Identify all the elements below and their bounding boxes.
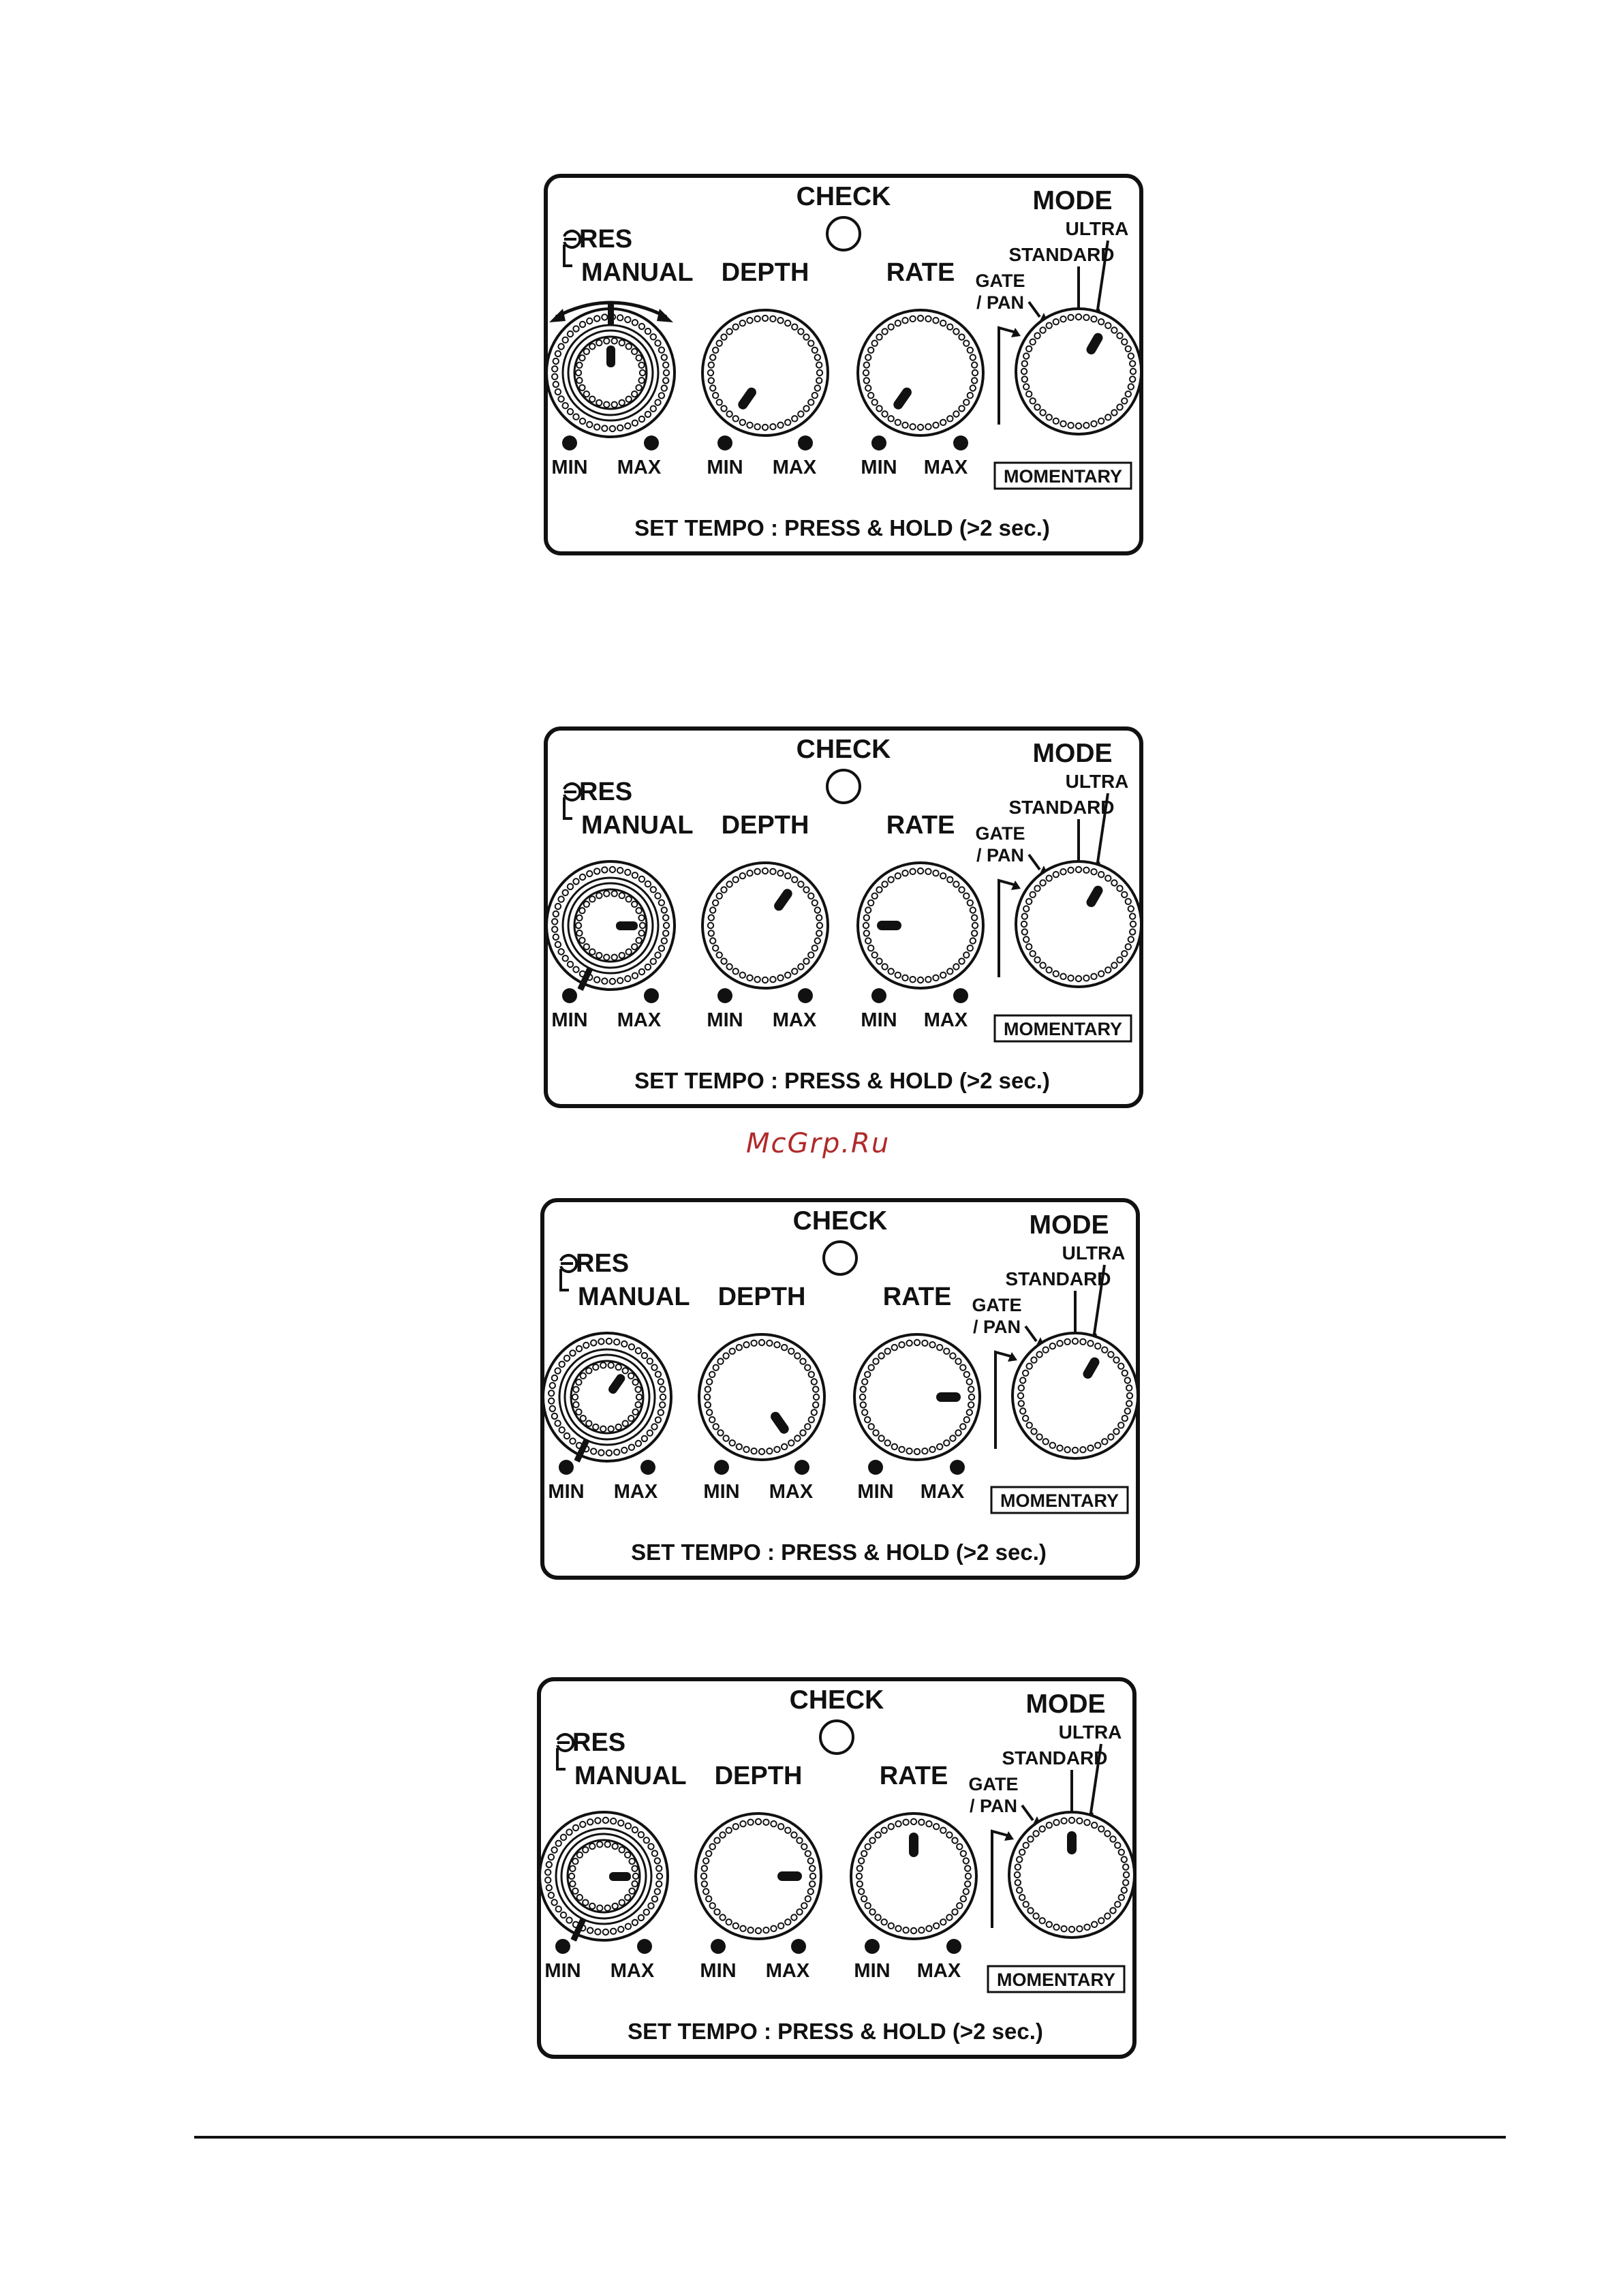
mode-pointer: [1067, 1831, 1077, 1854]
mode-ultra-label: ULTRA: [1065, 218, 1129, 239]
manual-max-dot: [644, 435, 659, 450]
rate-min-label: MIN: [854, 1960, 891, 1982]
manual-label: MANUAL: [581, 258, 694, 287]
mode-knob[interactable]: [1009, 1812, 1134, 1938]
manual-inner-pointer: [606, 346, 615, 367]
manual-min-dot: [555, 1939, 570, 1954]
manual-inner-pointer: [609, 1872, 631, 1881]
rate-label: RATE: [882, 1283, 952, 1311]
mode-gate-label: GATE: [968, 1774, 1019, 1794]
rate-max-label: MAX: [923, 1009, 968, 1031]
res-label: RES: [576, 1249, 630, 1278]
rate-min-dot: [868, 1460, 883, 1475]
pedal-panel-svg: [537, 1677, 1137, 2059]
check-label: CHECK: [796, 182, 891, 211]
rate-max-dot: [946, 1939, 961, 1954]
manual-min-label: MIN: [551, 457, 588, 478]
rate-min-dot: [871, 988, 886, 1003]
res-label: RES: [579, 778, 633, 806]
check-label: CHECK: [789, 1685, 884, 1715]
momentary-label: MOMENTARY: [997, 1970, 1115, 1990]
manual-max-dot: [644, 988, 659, 1003]
mode-label: MODE: [1025, 1689, 1106, 1719]
manual-knob[interactable]: [543, 1333, 671, 1463]
set-tempo-label: SET TEMPO : PRESS & HOLD (>2 sec.): [628, 2019, 1043, 2044]
manual-max-dot: [640, 1460, 655, 1475]
depth-knob[interactable]: [696, 1813, 821, 1939]
pedal-panel-4: [537, 1677, 1137, 2059]
manual-ring-marker: [608, 302, 614, 325]
depth-min-label: MIN: [700, 1960, 737, 1982]
rate-max-dot: [953, 435, 968, 450]
manual-inner-pointer: [616, 921, 638, 930]
manual-label: MANUAL: [581, 811, 694, 840]
pedal-panel-1: [544, 174, 1143, 555]
pedal-panel-svg: [544, 174, 1143, 555]
res-label: RES: [572, 1728, 626, 1757]
rate-max-dot: [953, 988, 968, 1003]
depth-knob[interactable]: [699, 1334, 824, 1460]
manual-max-label: MAX: [613, 1481, 658, 1503]
depth-max-dot: [791, 1939, 806, 1954]
manual-label: MANUAL: [578, 1283, 690, 1311]
rate-min-dot: [865, 1939, 880, 1954]
manual-min-dot: [562, 988, 577, 1003]
pedal-panel-2: [544, 726, 1143, 1108]
rate-max-label: MAX: [923, 457, 968, 478]
depth-min-dot: [717, 435, 732, 450]
set-tempo-label: SET TEMPO : PRESS & HOLD (>2 sec.): [634, 515, 1050, 540]
mode-pan-label: / PAN: [976, 845, 1025, 866]
rate-label: RATE: [879, 1762, 948, 1790]
mode-gate-label: GATE: [975, 271, 1025, 291]
depth-max-dot: [798, 988, 813, 1003]
depth-max-label: MAX: [765, 1960, 810, 1982]
mode-standard-label: STANDARD: [1008, 797, 1115, 818]
manual-min-label: MIN: [548, 1481, 585, 1503]
depth-max-label: MAX: [772, 1009, 817, 1031]
momentary-label: MOMENTARY: [1000, 1490, 1119, 1511]
depth-min-dot: [714, 1460, 729, 1475]
check-led: [824, 1242, 856, 1274]
depth-pointer: [777, 1871, 802, 1881]
depth-min-label: MIN: [707, 1009, 743, 1031]
manual-max-label: MAX: [617, 1009, 662, 1031]
manual-knob[interactable]: [546, 861, 675, 991]
depth-label: DEPTH: [717, 1283, 806, 1311]
rate-knob[interactable]: [854, 1334, 980, 1460]
res-label: RES: [579, 225, 633, 254]
set-tempo-label: SET TEMPO : PRESS & HOLD (>2 sec.): [634, 1068, 1050, 1093]
mode-knob[interactable]: [1016, 861, 1141, 987]
depth-min-label: MIN: [707, 457, 743, 478]
rate-min-label: MIN: [857, 1481, 894, 1503]
depth-min-label: MIN: [703, 1481, 740, 1503]
depth-max-label: MAX: [769, 1481, 814, 1503]
rate-pointer: [936, 1392, 961, 1402]
page-divider: [194, 2136, 1506, 2139]
mode-gate-label: GATE: [975, 823, 1025, 844]
depth-label: DEPTH: [714, 1762, 803, 1790]
manual-min-label: MIN: [544, 1960, 581, 1982]
mode-ultra-label: ULTRA: [1065, 771, 1129, 792]
rate-min-dot: [871, 435, 886, 450]
rate-min-label: MIN: [861, 1009, 897, 1031]
rate-max-label: MAX: [916, 1960, 961, 1982]
manual-max-label: MAX: [617, 457, 662, 478]
mode-standard-label: STANDARD: [1008, 244, 1115, 265]
manual-min-dot: [559, 1460, 574, 1475]
rate-max-dot: [950, 1460, 965, 1475]
mode-ultra-label: ULTRA: [1058, 1721, 1122, 1743]
depth-label: DEPTH: [721, 258, 809, 287]
mode-knob[interactable]: [1013, 1333, 1138, 1458]
check-label: CHECK: [796, 735, 891, 764]
check-led: [827, 217, 860, 250]
mode-gate-label: GATE: [972, 1295, 1022, 1315]
depth-max-dot: [794, 1460, 809, 1475]
mode-knob[interactable]: [1016, 309, 1141, 434]
rate-knob[interactable]: [858, 863, 983, 988]
rate-label: RATE: [886, 258, 955, 287]
mode-standard-label: STANDARD: [1005, 1268, 1111, 1289]
mode-ultra-label: ULTRA: [1062, 1242, 1126, 1264]
check-led: [827, 770, 860, 803]
depth-knob[interactable]: [702, 863, 828, 988]
pedal-panel-3: [540, 1198, 1140, 1580]
mode-pan-label: / PAN: [969, 1796, 1018, 1816]
depth-min-dot: [717, 988, 732, 1003]
manual-max-label: MAX: [610, 1960, 655, 1982]
depth-label: DEPTH: [721, 811, 809, 840]
manual-min-dot: [562, 435, 577, 450]
mode-label: MODE: [1032, 186, 1113, 215]
rate-max-label: MAX: [920, 1481, 965, 1503]
rate-label: RATE: [886, 811, 955, 840]
check-label: CHECK: [792, 1206, 888, 1236]
rate-knob[interactable]: [858, 310, 983, 435]
depth-knob[interactable]: [702, 310, 828, 435]
mode-pan-label: / PAN: [972, 1317, 1021, 1337]
depth-max-dot: [798, 435, 813, 450]
mode-pan-label: / PAN: [976, 292, 1025, 313]
rate-min-label: MIN: [861, 457, 897, 478]
depth-min-dot: [711, 1939, 726, 1954]
depth-max-label: MAX: [772, 457, 817, 478]
momentary-label: MOMENTARY: [1004, 466, 1122, 487]
manual-max-dot: [637, 1939, 652, 1954]
rate-pointer: [909, 1833, 918, 1857]
rate-pointer: [877, 921, 901, 930]
pedal-panel-svg: [544, 726, 1143, 1108]
set-tempo-label: SET TEMPO : PRESS & HOLD (>2 sec.): [631, 1540, 1047, 1565]
check-led: [820, 1721, 853, 1754]
watermark-text: McGrp.Ru: [746, 1128, 891, 1159]
manual-label: MANUAL: [574, 1762, 687, 1790]
mode-label: MODE: [1032, 739, 1113, 768]
rate-knob[interactable]: [851, 1813, 976, 1939]
mode-label: MODE: [1029, 1210, 1109, 1240]
manual-min-label: MIN: [551, 1009, 588, 1031]
mode-standard-label: STANDARD: [1002, 1747, 1108, 1769]
pedal-panel-svg: [540, 1198, 1140, 1580]
momentary-label: MOMENTARY: [1004, 1019, 1122, 1039]
manual-knob[interactable]: [540, 1812, 668, 1942]
